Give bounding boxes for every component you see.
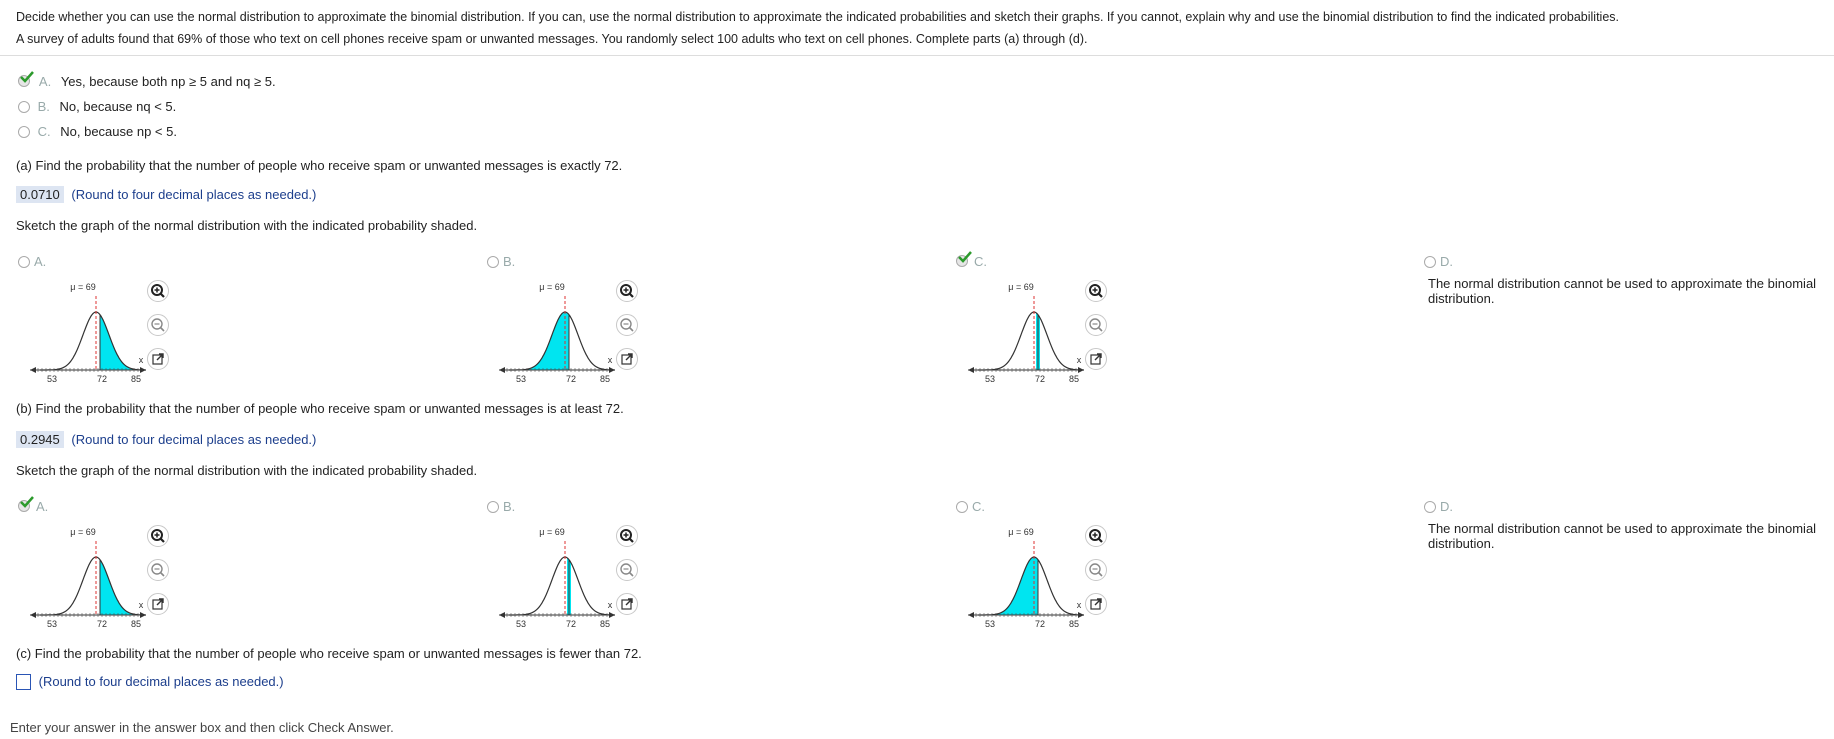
- part-a-sketch-prompt: Sketch the graph of the normal distribution with the indicated probability shaded.: [16, 218, 478, 233]
- option-d-text: The normal distribution cannot be used to approximate the binomial distribution.: [1428, 276, 1817, 306]
- axis-arrow-right: [609, 612, 615, 618]
- shaded-region: [100, 560, 140, 615]
- x-axis-label: x: [607, 355, 613, 365]
- axis-arrow-right: [140, 367, 146, 373]
- tick-label: 53: [984, 374, 996, 384]
- graph-container: [28, 517, 148, 629]
- part-a-graph-option-a[interactable]: [18, 254, 46, 269]
- open-external-icon[interactable]: [147, 348, 169, 370]
- tick-label: 85: [130, 619, 142, 629]
- option-letter: C.: [972, 499, 985, 514]
- option-letter: D.: [1440, 254, 1453, 269]
- tick-label: 53: [46, 619, 58, 629]
- mu-label: μ = 69: [1008, 282, 1034, 292]
- axis-arrow-left: [499, 612, 505, 618]
- tick-label: 72: [565, 619, 577, 629]
- x-axis-label: x: [607, 600, 613, 610]
- zoom-out-icon[interactable]: [1085, 559, 1107, 581]
- tick-label: 72: [565, 374, 577, 384]
- part-b-question: (b) Find the probability that the number of people who receive spam or unwanted messages is at least 72.: [16, 401, 624, 416]
- radio-button[interactable]: [487, 501, 499, 513]
- axis-arrow-left: [968, 367, 974, 373]
- option-letter: A.: [34, 254, 47, 269]
- option-text: Yes, because both np ≥ 5 and nq ≥ 5.: [60, 74, 276, 89]
- tick-label: 85: [599, 619, 611, 629]
- tick-label: 85: [1068, 619, 1080, 629]
- axis-arrow-left: [30, 367, 36, 373]
- part-b-hint: (Round to four decimal places as needed.): [71, 432, 317, 447]
- part-a-graph-option-b[interactable]: [487, 254, 515, 269]
- part-a-graph-option-d[interactable]: [1424, 254, 1453, 269]
- zoom-in-icon[interactable]: [1085, 280, 1107, 302]
- axis-arrow-left: [968, 612, 974, 618]
- graph-container: [28, 272, 148, 384]
- mu-label: μ = 69: [1008, 527, 1034, 537]
- tick-label: 53: [515, 374, 527, 384]
- normal-curve: [978, 312, 1084, 370]
- graph-container: [966, 272, 1086, 384]
- divider: [0, 55, 1834, 56]
- option-letter: B.: [37, 99, 50, 114]
- graph-container: [497, 272, 617, 384]
- checkmark-icon: [20, 71, 34, 83]
- zoom-in-icon[interactable]: [616, 280, 638, 302]
- normal-curve-graph: [28, 517, 148, 629]
- instructions: Decide whether you can use the normal distribution to approximate the binomial distribution. If you can, use the normal distribution to approximate the indicated probabilities and sketch their graphs. If you cannot, explain why and use the binomial distribution to find the indicated probabilities.: [16, 10, 1620, 24]
- graph-container: [497, 517, 617, 629]
- part-b-answer-row: [16, 431, 316, 448]
- part-b-answer[interactable]: 0.2945: [16, 431, 64, 448]
- x-axis-label: x: [138, 600, 144, 610]
- checkmark-icon: [20, 496, 34, 508]
- normal-curve-graph: [966, 517, 1086, 629]
- tick-label: 72: [96, 374, 108, 384]
- part-a-question: (a) Find the probability that the number of people who receive spam or unwanted messages is exactly 72.: [16, 158, 623, 173]
- option-letter: D.: [1440, 499, 1453, 514]
- option-letter: A.: [36, 499, 49, 514]
- tick-label: 53: [46, 374, 58, 384]
- mu-label: μ = 69: [70, 282, 96, 292]
- normal-curve-graph: [497, 517, 617, 629]
- normal-curve: [40, 557, 146, 615]
- radio-button[interactable]: [18, 126, 30, 138]
- part-c-answer-input[interactable]: [16, 674, 31, 690]
- option-letter: B.: [503, 499, 516, 514]
- tick-label: 85: [130, 374, 142, 384]
- part-a-answer-row: [16, 186, 316, 203]
- mu-label: μ = 69: [539, 527, 565, 537]
- option-text: No, because np < 5.: [60, 124, 177, 139]
- radio-selected[interactable]: [18, 74, 34, 88]
- part-c-question: (c) Find the probability that the number of people who receive spam or unwanted messages is fewer than 72.: [16, 646, 642, 661]
- shaded-region: [100, 315, 140, 370]
- mu-label: μ = 69: [539, 282, 565, 292]
- axis-arrow-right: [1078, 367, 1084, 373]
- open-external-icon[interactable]: [1085, 593, 1107, 615]
- tick-label: 72: [1034, 619, 1046, 629]
- normal-curve-graph: [497, 272, 617, 384]
- problem-statement: A survey of adults found that 69% of those who text on cell phones receive spam or unwanted messages. You randomly select 100 adults who text on cell phones. Complete parts (a) through (d).: [16, 32, 1088, 46]
- axis-arrow-right: [1078, 612, 1084, 618]
- tick-label: 53: [515, 619, 527, 629]
- option-letter: C.: [974, 254, 987, 269]
- option-letter: B.: [503, 254, 516, 269]
- part-b-graph-option-a[interactable]: [18, 499, 48, 514]
- x-axis-label: x: [1076, 600, 1082, 610]
- part-a-hint: (Round to four decimal places as needed.): [71, 187, 317, 202]
- x-axis-label: x: [138, 355, 144, 365]
- radio-button[interactable]: [487, 256, 499, 268]
- zoom-out-icon[interactable]: [147, 559, 169, 581]
- axis-arrow-left: [30, 612, 36, 618]
- radio-selected[interactable]: [956, 254, 972, 268]
- part-a-graph-option-c[interactable]: [956, 254, 987, 269]
- part-c-hint: (Round to four decimal places as needed.): [38, 674, 284, 689]
- radio-selected[interactable]: [18, 499, 34, 513]
- axis-arrow-left: [499, 367, 505, 373]
- tick-label: 72: [96, 619, 108, 629]
- option-text: No, because nq < 5.: [59, 99, 177, 114]
- normal-curve-graph: [28, 272, 148, 384]
- tick-label: 72: [1034, 374, 1046, 384]
- radio-button[interactable]: [18, 101, 30, 113]
- zoom-out-icon[interactable]: [147, 314, 169, 336]
- tick-label: 85: [599, 374, 611, 384]
- x-axis-label: x: [1076, 355, 1082, 365]
- zoom-in-icon[interactable]: [147, 280, 169, 302]
- zoom-in-icon[interactable]: [1085, 525, 1107, 547]
- radio-button[interactable]: [956, 501, 968, 513]
- option-letter: A.: [38, 74, 52, 89]
- zoom-out-icon[interactable]: [1085, 314, 1107, 336]
- part-b-graph-option-b[interactable]: [487, 499, 515, 514]
- radio-button[interactable]: [1424, 256, 1436, 268]
- first-option-c[interactable]: [18, 124, 177, 139]
- first-option-a[interactable]: [18, 74, 276, 89]
- zoom-out-icon[interactable]: [616, 559, 638, 581]
- part-b-graph-option-d[interactable]: [1424, 499, 1453, 514]
- axis-arrow-right: [140, 612, 146, 618]
- footer-instructions: Enter your answer in the answer box and then click Check Answer.: [10, 720, 394, 735]
- tick-label: 53: [984, 619, 996, 629]
- open-external-icon[interactable]: [1085, 348, 1107, 370]
- first-option-b[interactable]: [18, 99, 176, 114]
- zoom-out-icon[interactable]: [616, 314, 638, 336]
- axis-arrow-right: [609, 367, 615, 373]
- shaded-region: [990, 557, 1038, 615]
- normal-curve: [509, 557, 615, 615]
- open-external-icon[interactable]: [616, 348, 638, 370]
- tick-label: 85: [1068, 374, 1080, 384]
- option-letter: C.: [37, 124, 51, 139]
- normal-curve: [40, 312, 146, 370]
- part-a-answer[interactable]: 0.0710: [16, 186, 64, 203]
- open-external-icon[interactable]: [147, 593, 169, 615]
- open-external-icon[interactable]: [616, 593, 638, 615]
- part-b-sketch-prompt: Sketch the graph of the normal distribution with the indicated probability shaded.: [16, 463, 478, 478]
- part-c-answer-row: [16, 674, 284, 690]
- checkmark-icon: [958, 251, 972, 263]
- shaded-region: [521, 312, 569, 370]
- option-d-text: The normal distribution cannot be used to approximate the binomial distribution.: [1428, 521, 1817, 551]
- normal-curve-graph: [966, 272, 1086, 384]
- zoom-in-icon[interactable]: [616, 525, 638, 547]
- zoom-in-icon[interactable]: [147, 525, 169, 547]
- mu-label: μ = 69: [70, 527, 96, 537]
- graph-container: [966, 517, 1086, 629]
- radio-button[interactable]: [18, 256, 30, 268]
- part-b-graph-option-c[interactable]: [956, 499, 985, 514]
- radio-button[interactable]: [1424, 501, 1436, 513]
